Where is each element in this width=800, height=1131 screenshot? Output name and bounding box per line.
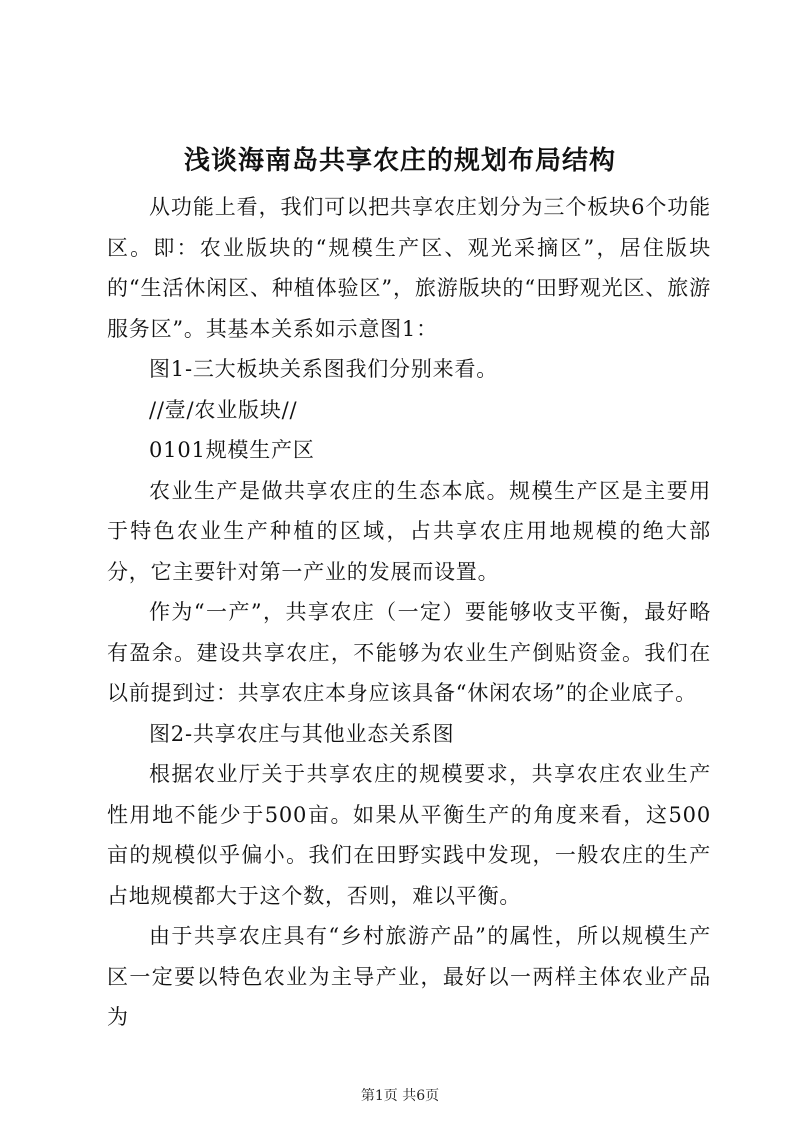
section-heading-agriculture: //壹/农业版块// (149, 397, 298, 422)
figure-2-caption: 图2-共享农庄与其他业态关系图 (149, 721, 455, 746)
paragraph-ecological-base: 农业生产是做共享农庄的生态本底。规模生产区是主要用于特色农业生产种植的区域，占共享农庄用地规模的绝大部分，它主要针对第一产业的发展而设置。 (107, 478, 711, 584)
paragraph-balance: 作为“一产”，共享农庄（一定）要能够收支平衡，最好略有盈余。建设共享农庄，不能够为农业生产倒贴资金。我们在以前提到过：共享农庄本身应该具备“休闲农场”的企业底子。 (107, 600, 711, 705)
page-number-footer: 第1页 共6页 (360, 1088, 440, 1104)
document-title: 浅谈海南岛共享农庄的规划布局结构 (183, 146, 616, 176)
document-body (107, 187, 711, 1038)
paragraph-functional-zones: 从功能上看，我们可以把共享农庄划分为三个板块6个功能区。即：农业版块的“规模生产区、观光采摘区”，居住版块的“生活休闲区、种植体验区”，旅游版块的“田野观光区、旅游服务区”。其基本关系如示意图1： (107, 195, 711, 341)
paragraph-rural-tourism: 由于共享农庄具有“乡村旅游产品”的属性，所以规模生产区一定要以特色农业为主导产业，最好以一两样主体农业产品为 (107, 924, 711, 1029)
figure-1-caption: 图1-三大板块关系图我们分别来看。 (149, 357, 499, 381)
subsection-heading-production-zone: 0101规模生产区 (149, 438, 315, 462)
paragraph-scale-requirement: 根据农业厅关于共享农庄的规模要求，共享农庄农业生产性用地不能少于500亩。如果从平衡生产的角度来看，这500亩的规模似乎偏小。我们在田野实践中发现，一般农庄的生产占地规模都大于这个数，否则，难以平衡。 (107, 762, 711, 908)
